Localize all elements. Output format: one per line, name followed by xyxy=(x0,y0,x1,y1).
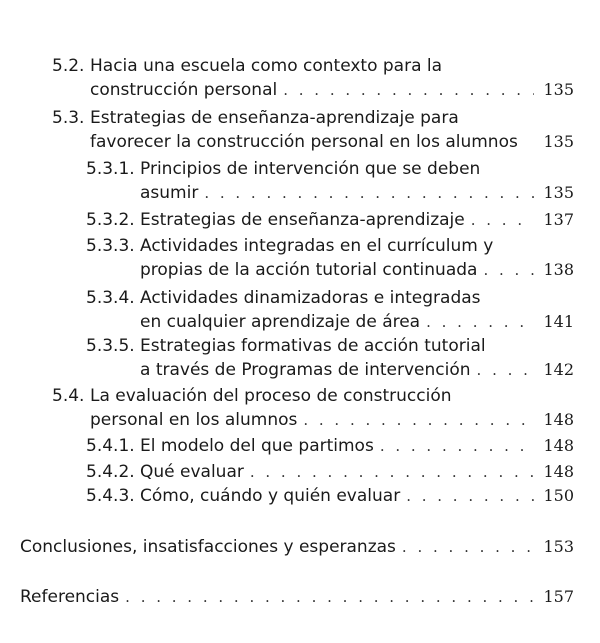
dot-leader xyxy=(204,181,534,205)
toc-entry-5-3-5[interactable] xyxy=(86,334,574,382)
section-title-cont: asumir xyxy=(140,183,199,203)
page-number: 137 xyxy=(543,210,574,229)
toc-entry-5-2[interactable] xyxy=(52,54,574,102)
section-title: La evaluación del proceso de construcción xyxy=(90,386,452,406)
toc-entry-5-4[interactable] xyxy=(52,384,574,432)
dot-leader xyxy=(125,585,534,609)
section-number: 5.3.3. xyxy=(86,236,135,256)
section-title: Conclusiones, insatisfacciones y esperanzas xyxy=(20,537,396,557)
page-number: 157 xyxy=(543,587,574,606)
section-title-cont: propias de la acción tutorial continuada xyxy=(140,260,478,280)
toc-entry-5-4-3[interactable] xyxy=(86,484,574,508)
page-number: 148 xyxy=(543,462,574,481)
section-title: Estrategias formativas de acción tutorial xyxy=(140,336,486,356)
dot-leader xyxy=(283,78,534,102)
page-number: 135 xyxy=(543,132,574,151)
toc-entry-referencias[interactable] xyxy=(20,585,574,609)
dot-leader xyxy=(303,408,534,432)
toc-entry-5-3[interactable] xyxy=(52,106,574,154)
dot-leader xyxy=(471,208,534,232)
page-number: 142 xyxy=(543,360,574,379)
section-title: Hacia una escuela como contexto para la xyxy=(90,56,443,76)
page-number: 138 xyxy=(543,260,574,279)
section-number: 5.3. xyxy=(52,108,85,128)
section-title-cont: favorecer la construcción personal en los alumnos xyxy=(90,132,518,152)
section-title-cont: a través de Programas de intervención xyxy=(140,360,471,380)
dot-leader xyxy=(380,434,534,458)
dot-leader xyxy=(250,460,534,484)
section-number: 5.3.4. xyxy=(86,288,135,308)
page-number: 141 xyxy=(543,312,574,331)
dot-leader xyxy=(406,484,534,508)
toc-entry-5-3-3[interactable] xyxy=(86,234,574,282)
dot-leader xyxy=(477,358,534,382)
section-number: 5.4.1. xyxy=(86,436,135,456)
page-number: 135 xyxy=(543,80,574,99)
toc-entry-5-3-1[interactable] xyxy=(86,157,574,205)
page-number: 135 xyxy=(543,183,574,202)
page-number: 148 xyxy=(543,410,574,429)
section-number: 5.3.2. xyxy=(86,210,135,230)
section-title: Actividades dinamizadoras e integradas xyxy=(140,288,481,308)
page-number: 148 xyxy=(543,436,574,455)
section-number: 5.4. xyxy=(52,386,85,406)
toc-entry-5-3-2[interactable] xyxy=(86,208,574,232)
section-title: Estrategias de enseñanza-aprendizaje xyxy=(140,210,465,230)
section-title: Cómo, cuándo y quién evaluar xyxy=(140,486,401,506)
section-title-cont: en cualquier aprendizaje de área xyxy=(140,312,421,332)
dot-leader xyxy=(426,310,534,334)
toc-entry-5-3-4[interactable] xyxy=(86,286,574,334)
toc-entry-conclusiones[interactable] xyxy=(20,535,574,559)
toc-entry-5-4-2[interactable] xyxy=(86,460,574,484)
section-title: Referencias xyxy=(20,587,120,607)
section-number: 5.4.2. xyxy=(86,462,135,482)
section-number: 5.3.5. xyxy=(86,336,135,356)
toc-entry-5-4-1[interactable] xyxy=(86,434,574,458)
section-title: Actividades integradas en el currículum y xyxy=(140,236,494,256)
page-number: 153 xyxy=(543,537,574,556)
section-title-cont: construcción personal xyxy=(90,80,278,100)
dot-leader xyxy=(483,258,534,282)
page-number: 150 xyxy=(543,486,574,505)
section-title: El modelo del que partimos xyxy=(140,436,374,456)
section-title: Qué evaluar xyxy=(140,462,244,482)
dot-leader xyxy=(402,535,534,559)
section-number: 5.4.3. xyxy=(86,486,135,506)
section-number: 5.2. xyxy=(52,56,85,76)
section-number: 5.3.1. xyxy=(86,159,135,179)
section-title: Estrategias de enseñanza-aprendizaje para xyxy=(90,108,459,128)
section-title-cont: personal en los alumnos xyxy=(90,410,298,430)
section-title: Principios de intervención que se deben xyxy=(140,159,481,179)
